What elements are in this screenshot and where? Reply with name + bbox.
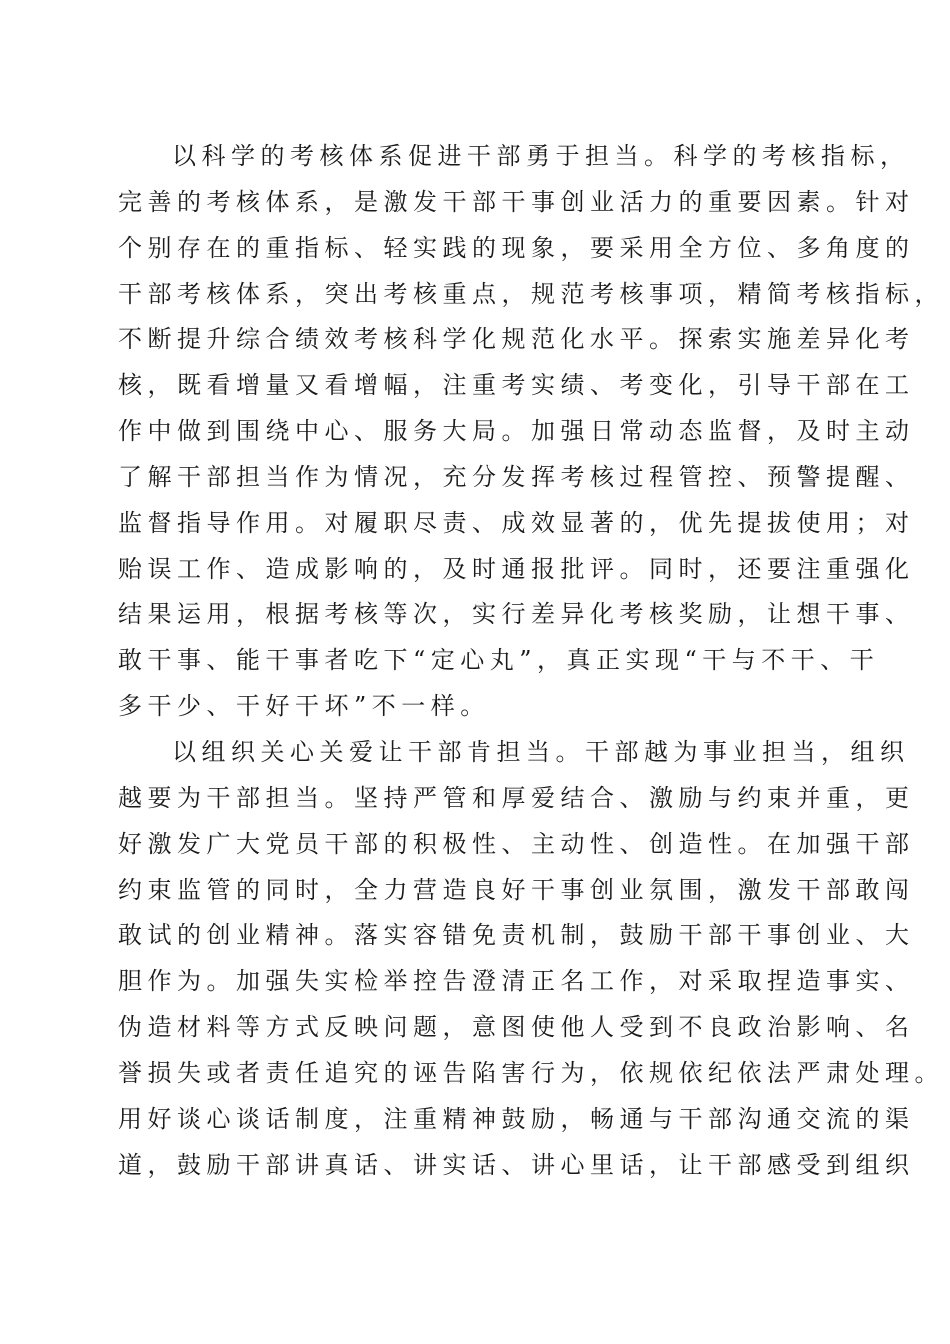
- paragraph-line: 好激发广大党员干部的积极性、主动性、创造性。在加强干部: [118, 829, 915, 858]
- paragraph-line: 以科学的考核体系促进干部勇于担当。科学的考核指标，: [172, 142, 910, 170]
- paragraph-organizational-care: [118, 730, 944, 1188]
- paragraph-line: 约束监管的同时，全力营造良好干事创业氛围，激发干部敢闯: [118, 875, 915, 904]
- paragraph-line: 敢试的创业精神。落实容错免责机制，鼓励干部干事创业、大: [118, 921, 915, 950]
- paragraph-line: 敢干事、能干事者吃下“定心丸”，真正实现“干与不干、干: [118, 646, 880, 675]
- paragraph-line: 贻误工作、造成影响的，及时通报批评。同时，还要注重强化: [118, 554, 915, 583]
- paragraph-line: 多干少、干好干坏”不一样。: [118, 692, 490, 721]
- paragraph-line: 完善的考核体系，是激发干部干事创业活力的重要因素。针对: [118, 187, 915, 216]
- paragraph-line: 作中做到围绕中心、服务大局。加强日常动态监督，及时主动: [118, 417, 915, 446]
- paragraph-assessment-system: [118, 134, 944, 730]
- paragraph-line: 誉损失或者责任追究的诬告陷害行为，依规依纪依法严肃处理。: [118, 1058, 944, 1087]
- paragraph-line: 核，既看增量又看增幅，注重考实绩、考变化，引导干部在工: [118, 371, 915, 400]
- paragraph-line: 不断提升综合绩效考核科学化规范化水平。探索实施差异化考: [118, 325, 915, 354]
- paragraph-line: 干部考核体系，突出考核重点，规范考核事项，精简考核指标，: [118, 279, 944, 308]
- paragraph-line: 胆作为。加强失实检举控告澄清正名工作，对采取捏造事实、: [118, 967, 915, 996]
- paragraph-line: 道，鼓励干部讲真话、讲实话、讲心里话，让干部感受到组织: [118, 1150, 915, 1179]
- paragraph-line: 以组织关心关爱让干部肯担当。干部越为事业担当，组织: [172, 737, 910, 766]
- paragraph-line: 结果运用，根据考核等次，实行差异化考核奖励，让想干事、: [118, 600, 915, 629]
- paragraph-line: 越要为干部担当。坚持严管和厚爱结合、激励与约束并重，更: [118, 783, 915, 812]
- paragraph-line: 个别存在的重指标、轻实践的现象，要采用全方位、多角度的: [118, 233, 915, 262]
- paragraph-line: 伪造材料等方式反映问题，意图使他人受到不良政治影响、名: [118, 1013, 915, 1042]
- paragraph-line: 监督指导作用。对履职尽责、成效显著的，优先提拔使用；对: [118, 508, 915, 537]
- paragraph-line: 了解干部担当作为情况，充分发挥考核过程管控、预警提醒、: [118, 462, 915, 491]
- document-body: [118, 134, 944, 1188]
- paragraph-line: 用好谈心谈话制度，注重精神鼓励，畅通与干部沟通交流的渠: [118, 1104, 915, 1133]
